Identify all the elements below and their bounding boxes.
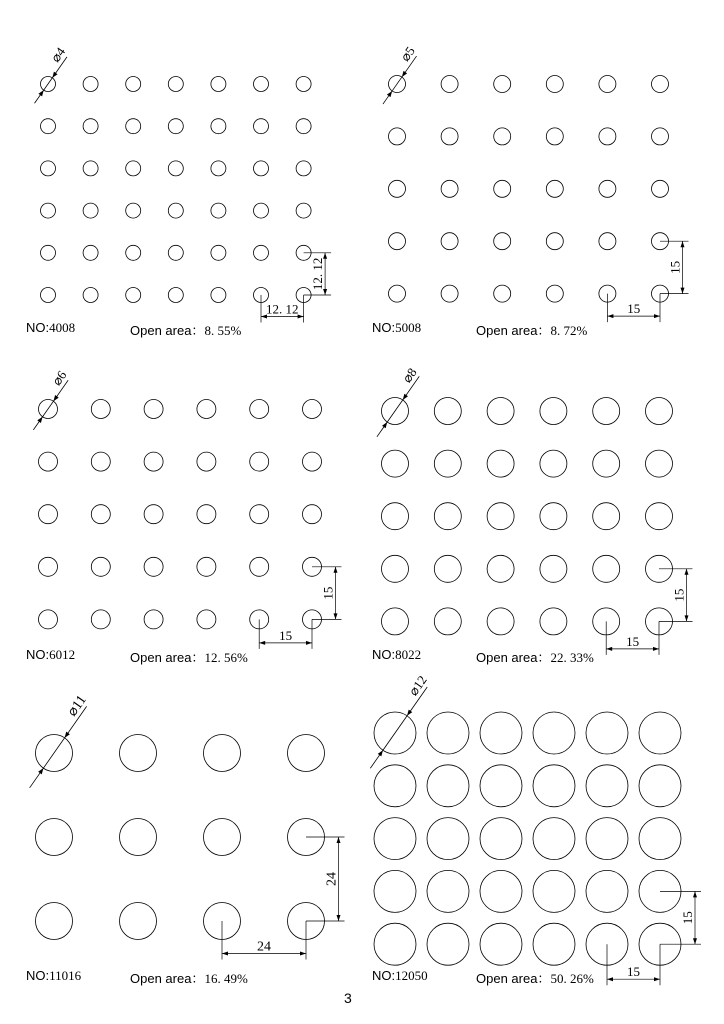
diameter-leader-line: [383, 56, 417, 104]
diameter-callout: [30, 693, 90, 788]
perforation-hole: [533, 712, 575, 754]
perforation-hole: [434, 503, 461, 530]
product-number: 5008: [395, 320, 422, 335]
page-number: 3: [344, 990, 352, 1006]
pitch-vertical-label: 24: [324, 872, 340, 886]
horizontal-pitch-dimension: [222, 921, 306, 960]
perforation-hole: [480, 818, 522, 860]
open-area-value: 8. 72%: [550, 323, 588, 338]
dimension-arrowhead: [382, 422, 387, 428]
perforation-hole: [441, 128, 458, 145]
vertical-pitch-dimension: [312, 567, 342, 620]
perforation-hole: [303, 452, 322, 471]
perforation-hole: [374, 923, 416, 965]
panel-6012: [33, 367, 341, 649]
perforation-hole: [441, 233, 458, 250]
vertical-pitch-dimension: [660, 241, 689, 293]
product-number: 4008: [49, 320, 76, 335]
vertical-pitch-dimension: [306, 837, 345, 921]
no-prefix: NO:: [372, 968, 396, 983]
diameter-leader-line: [370, 687, 427, 768]
caption-panel-11016: [26, 968, 346, 984]
diameter-label: ⌀12: [405, 672, 430, 699]
perforation-hole: [389, 233, 406, 250]
perforation-hole: [427, 923, 469, 965]
caption-panel-6012: [26, 647, 346, 663]
perforation-hole: [646, 503, 673, 530]
pitch-horizontal-label: 15: [279, 627, 293, 643]
perforation-hole: [168, 245, 183, 260]
dimension-arrowhead: [387, 91, 392, 97]
product-number: 11016: [49, 968, 82, 983]
perforation-hole: [39, 557, 58, 576]
panel-11016: [30, 693, 345, 960]
diameter-label: ⌀6: [48, 367, 70, 389]
caption-panel-5008: [372, 320, 692, 336]
perforation-hole: [197, 452, 216, 471]
open-area-label: Open area：: [476, 650, 551, 665]
open-area-label: Open area：: [476, 971, 551, 986]
pitch-vertical-label: 15: [320, 586, 336, 600]
pitch-vertical-label: 12. 12: [310, 257, 326, 291]
perforation-hole: [83, 77, 98, 92]
perforation-hole: [41, 161, 56, 176]
perforation-hole: [546, 233, 563, 250]
no-prefix: NO:: [26, 320, 50, 335]
perforation-hole: [480, 765, 522, 807]
product-number: 6012: [49, 647, 76, 662]
diameter-callout: [370, 673, 429, 769]
perforation-hole: [487, 555, 514, 582]
perforation-hole: [494, 76, 511, 93]
perforation-hole: [389, 180, 406, 197]
perforation-hole: [197, 505, 216, 524]
perforation-hole: [197, 400, 216, 419]
perforation-hole: [168, 288, 183, 303]
hole-grid: [374, 712, 681, 965]
perforation-hole: [599, 233, 616, 250]
perforation-hole: [91, 610, 110, 629]
perforation-hole: [599, 180, 616, 197]
perforation-hole: [296, 203, 311, 218]
perforation-hole: [494, 285, 511, 302]
perforation-hole: [427, 870, 469, 912]
perforation-hole: [374, 870, 416, 912]
perforation-hole: [599, 128, 616, 145]
perforation-hole: [487, 450, 514, 477]
perforation-hole: [126, 203, 141, 218]
perforation-hole: [91, 452, 110, 471]
perforation-hole: [434, 608, 461, 635]
product-number: 8022: [395, 647, 422, 662]
perforation-hole: [487, 398, 514, 425]
pitch-horizontal-label: 15: [627, 964, 640, 980]
perforation-hole: [480, 870, 522, 912]
no-prefix: NO:: [26, 647, 50, 662]
dimension-arrowhead: [685, 569, 689, 575]
perforation-hole: [303, 505, 322, 524]
open-area-value: 8. 55%: [204, 323, 242, 338]
dimension-arrowhead: [38, 90, 43, 96]
perforation-hole: [254, 119, 269, 134]
perforation-hole: [83, 161, 98, 176]
dimension-arrowhead: [37, 417, 42, 423]
diameter-callout: [35, 44, 69, 103]
perforation-hole: [250, 557, 269, 576]
perforation-hole: [540, 555, 567, 582]
perforation-hole: [120, 903, 157, 940]
perforation-hole: [288, 735, 325, 772]
no-prefix: NO:: [372, 320, 396, 335]
perforation-hole: [382, 450, 409, 477]
perforation-hole: [540, 398, 567, 425]
dimension-arrowhead: [65, 732, 70, 738]
pitch-horizontal-label: 15: [627, 301, 641, 317]
dimension-arrowhead: [334, 567, 338, 573]
dimension-arrowhead: [654, 314, 660, 318]
perforation-hole: [83, 119, 98, 134]
perforation-hole: [250, 505, 269, 524]
perforation-hole: [211, 245, 226, 260]
dimension-arrowhead: [693, 938, 697, 944]
perforation-hole: [303, 400, 322, 419]
perforation-hole: [540, 503, 567, 530]
perforation-hole: [254, 245, 269, 260]
perforation-hole: [646, 450, 673, 477]
perforation-hole: [168, 119, 183, 134]
panel-4008: [35, 44, 332, 322]
diameter-label: ⌀11: [64, 692, 90, 720]
no-prefix: NO:: [26, 968, 50, 983]
perforation-hole: [652, 128, 669, 145]
perforation-hole: [382, 503, 409, 530]
perforation-hole: [533, 923, 575, 965]
pitch-vertical-label: 15: [671, 588, 687, 602]
perforation-hole: [533, 818, 575, 860]
perforation-hole: [533, 870, 575, 912]
perforation-hole: [39, 610, 58, 629]
perforation-hole: [494, 128, 511, 145]
dimension-arrowhead: [306, 641, 312, 645]
product-number: 12050: [395, 968, 428, 983]
perforation-hole: [540, 608, 567, 635]
perforation-hole: [427, 765, 469, 807]
perforation-hole: [480, 712, 522, 754]
perforation-hole: [250, 400, 269, 419]
dimension-arrowhead: [403, 394, 408, 400]
perforation-hole: [254, 77, 269, 92]
perforation-hole: [599, 76, 616, 93]
diameter-callout: [33, 367, 69, 429]
dimension-arrowhead: [300, 952, 306, 956]
diameter-leader-line: [30, 706, 87, 787]
perforation-hole: [211, 161, 226, 176]
perforation-hole: [382, 608, 409, 635]
panel-5008: [383, 44, 689, 322]
perforation-hole: [546, 285, 563, 302]
dimension-arrowhead: [52, 72, 57, 78]
dimension-arrowhead: [693, 891, 697, 897]
perforation-hole: [296, 119, 311, 134]
diameter-leader-line: [35, 57, 67, 103]
dimension-arrowhead: [53, 395, 58, 401]
perforation-hole: [41, 245, 56, 260]
perforation-hole: [36, 903, 73, 940]
diameter-label: ⌀4: [47, 44, 69, 65]
perforation-hole: [546, 76, 563, 93]
perforation-hole: [211, 203, 226, 218]
perforation-hole: [91, 400, 110, 419]
pitch-horizontal-label: 12. 12: [266, 301, 299, 317]
perforation-hole: [197, 557, 216, 576]
caption-panel-12050: [372, 968, 692, 984]
perforation-hole: [144, 610, 163, 629]
horizontal-pitch-dimension: [607, 294, 660, 323]
perforation-hole: [593, 555, 620, 582]
open-area-value: 16. 49%: [204, 971, 248, 986]
perforation-hole: [144, 557, 163, 576]
horizontal-pitch-dimension: [259, 619, 312, 649]
perforation-hole: [441, 180, 458, 197]
perforation-hole: [126, 119, 141, 134]
perforation-hole: [254, 203, 269, 218]
perforation-hole: [639, 818, 681, 860]
caption-panel-8022: [372, 647, 692, 663]
open-area-label: Open area：: [130, 650, 205, 665]
diameter-label: ⌀8: [399, 365, 420, 386]
perforation-hole: [39, 505, 58, 524]
perforation-hole: [126, 245, 141, 260]
pitch-horizontal-label: 15: [626, 633, 640, 649]
perforation-hole: [83, 288, 98, 303]
perforation-hole: [168, 203, 183, 218]
perforation-hole: [211, 77, 226, 92]
perforation-hole: [382, 555, 409, 582]
perforation-hole: [254, 161, 269, 176]
perforation-hole: [144, 400, 163, 419]
pitch-vertical-label: 15: [680, 911, 695, 925]
perforation-hole: [374, 818, 416, 860]
perforation-hole: [250, 452, 269, 471]
perforation-hole: [144, 505, 163, 524]
perforation-hole: [120, 819, 157, 856]
hole-grid: [382, 398, 673, 635]
perforation-hole: [639, 712, 681, 754]
dimension-arrowhead: [402, 71, 407, 77]
perforation-hole: [546, 180, 563, 197]
perforation-hole: [494, 180, 511, 197]
perforation-hole: [586, 765, 628, 807]
diameter-leader-line: [33, 380, 68, 430]
perforation-hole: [434, 450, 461, 477]
perforation-hole: [204, 819, 241, 856]
perforation-hole: [126, 161, 141, 176]
perforation-hole: [593, 398, 620, 425]
open-area-value: 12. 56%: [204, 650, 248, 665]
perforation-hole: [36, 819, 73, 856]
diameter-callout: [383, 44, 418, 104]
perforation-hole: [39, 452, 58, 471]
perforation-hole: [296, 161, 311, 176]
dimension-arrowhead: [607, 314, 613, 318]
dimension-arrowhead: [38, 768, 43, 774]
diameter-label: ⌀5: [397, 43, 418, 64]
dimension-arrowhead: [259, 641, 265, 645]
panel-12050: [370, 673, 701, 986]
open-area-label: Open area：: [130, 323, 205, 338]
perforation-hole: [168, 77, 183, 92]
perforation-hole: [211, 119, 226, 134]
perforation-hole: [441, 285, 458, 302]
perforation-hole: [434, 555, 461, 582]
perforation-hole: [374, 765, 416, 807]
perforation-hole: [41, 288, 56, 303]
vertical-pitch-dimension: [660, 891, 701, 944]
perforation-hole: [494, 233, 511, 250]
perforation-hole: [646, 398, 673, 425]
hole-grid: [36, 735, 325, 940]
no-prefix: NO:: [372, 647, 396, 662]
perforation-hole: [487, 503, 514, 530]
dimension-arrowhead: [378, 750, 383, 756]
diameter-leader-line: [377, 376, 419, 436]
perforation-hole: [434, 398, 461, 425]
perforation-hole: [144, 452, 163, 471]
perforation-hole: [586, 818, 628, 860]
dimension-arrowhead: [407, 710, 412, 716]
perforation-hole: [586, 712, 628, 754]
pitch-horizontal-label: 24: [257, 939, 271, 955]
pitch-vertical-label: 15: [667, 260, 683, 274]
perforation-hole: [533, 765, 575, 807]
perforation-hole: [427, 712, 469, 754]
perforation-hole: [546, 128, 563, 145]
panel-8022: [377, 365, 693, 655]
open-area-value: 50. 26%: [550, 971, 594, 986]
hole-grid: [41, 77, 312, 303]
dimension-arrowhead: [681, 288, 685, 294]
open-area-label: Open area：: [476, 323, 551, 338]
perforation-hole: [120, 735, 157, 772]
caption-panel-4008: [26, 320, 346, 336]
perforation-hole: [487, 608, 514, 635]
perforation-hole: [83, 203, 98, 218]
open-area-label: Open area：: [130, 971, 205, 986]
dimension-arrowhead: [685, 615, 689, 621]
hole-grid: [39, 400, 322, 629]
perforation-hole: [441, 76, 458, 93]
dimension-arrowhead: [681, 241, 685, 247]
perforation-hole: [652, 76, 669, 93]
perforation-hole: [91, 505, 110, 524]
open-area-value: 22. 33%: [550, 650, 594, 665]
perforation-hole: [639, 765, 681, 807]
perforation-hole: [204, 735, 241, 772]
dimension-arrowhead: [337, 837, 341, 843]
dimension-arrowhead: [337, 915, 341, 921]
perforation-hole: [91, 557, 110, 576]
perforation-hole: [652, 180, 669, 197]
perforation-hole: [211, 288, 226, 303]
perforation-hole: [427, 818, 469, 860]
perforation-hole: [593, 503, 620, 530]
perforation-hole: [540, 450, 567, 477]
perforation-hole: [126, 288, 141, 303]
perforation-hole: [389, 128, 406, 145]
perforation-hole: [389, 285, 406, 302]
dimension-arrowhead: [222, 952, 228, 956]
perforation-hole: [480, 923, 522, 965]
vertical-pitch-dimension: [659, 569, 693, 622]
diameter-callout: [377, 365, 420, 437]
dimension-arrowhead: [334, 613, 338, 619]
perforation-hole: [83, 245, 98, 260]
perforation-hole: [197, 610, 216, 629]
perforation-hole: [41, 203, 56, 218]
perforation-hole: [593, 450, 620, 477]
perforation-hole: [586, 870, 628, 912]
perforation-hole: [126, 77, 141, 92]
perforation-hole: [168, 161, 183, 176]
hole-grid: [389, 76, 669, 303]
perforation-hole: [41, 119, 56, 134]
perforation-hole: [296, 77, 311, 92]
